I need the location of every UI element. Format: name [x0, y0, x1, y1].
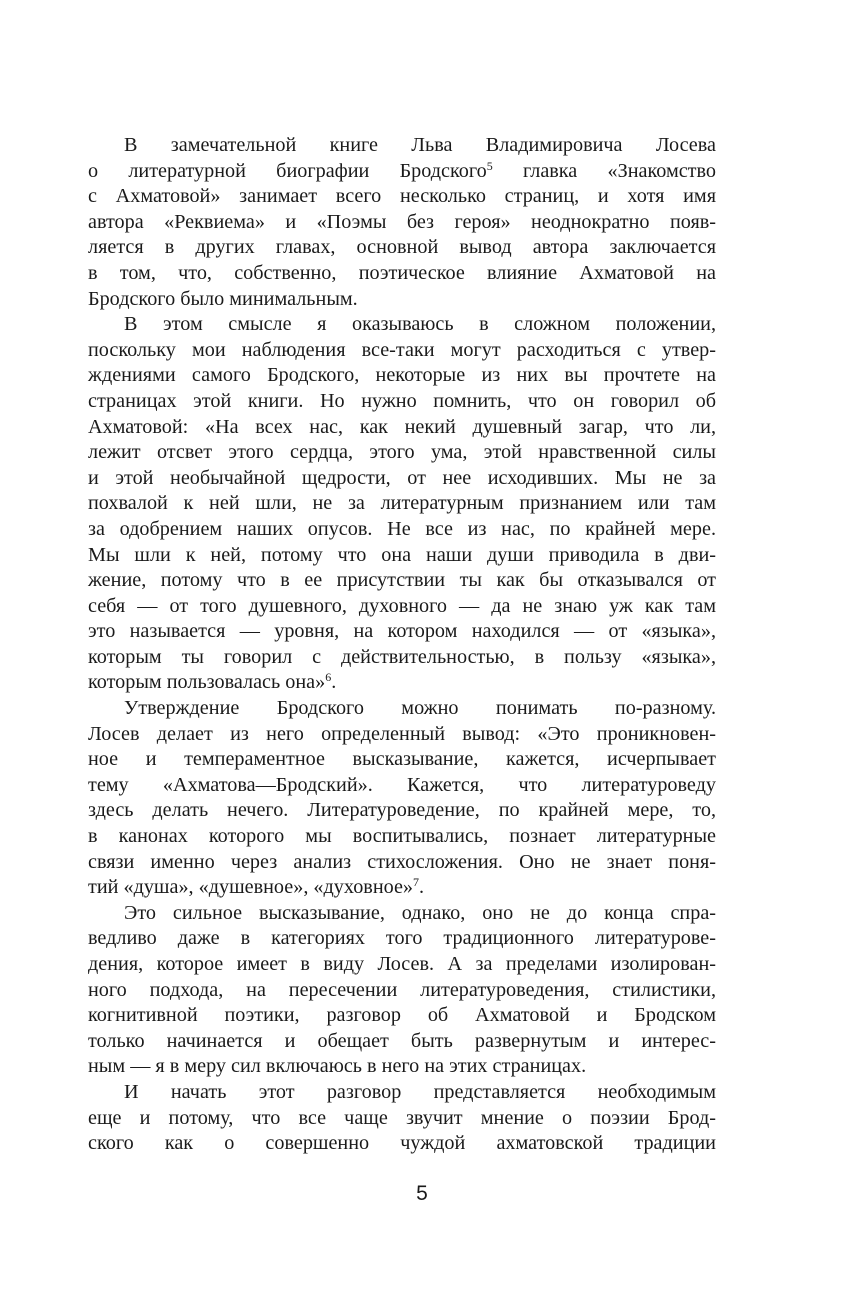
text-line: В замечательной книге Льва Владимировича Лосева [124, 134, 716, 156]
body-text [88, 133, 716, 1157]
text-line: за одобрением наших опусов. Не все из нас, по крайней мере. [88, 517, 716, 540]
text-line: похвалой к ней шли, не за литературным признанием или там [88, 492, 716, 515]
text-line: в том, что, собственно, поэтическое влияние Ахматовой на [88, 261, 716, 284]
text-fragment: тий «душа», «душевное», «духовное» [88, 876, 414, 899]
text-line-with-footnote [88, 670, 716, 696]
text-line: в канонах которого мы воспитывались, познает литературные [88, 825, 716, 848]
text-line: ного подхода, на пересечении литературоведения, стилистики, [88, 978, 716, 1001]
text-line: ляется в других главах, основной вывод автора заключается [88, 236, 716, 259]
text-line: и этой необычайной щедрости, от нее исходивших. Мы не за [88, 466, 716, 489]
text-line: И начать этот разговор представляется необходимым [124, 1080, 716, 1103]
text-line: с Ахматовой» занимает всего несколько страниц, и хотя имя [88, 185, 716, 208]
page-number: 5 [416, 1182, 428, 1205]
text-fragment: главка «Знакомство [492, 159, 716, 182]
text-line: Утверждение Бродского можно понимать по-разному. [124, 697, 716, 720]
text-fragment: . [331, 671, 337, 694]
text-line: Мы шли к ней, потому что она наши души приводила в дви- [88, 543, 716, 566]
text-line: ное и темпераментное высказывание, кажется, исчерпывает [88, 748, 716, 771]
text-line: связи именно через анализ стихосложения. Оно не знает поня- [88, 850, 716, 873]
text-line: Ахматовой: «На всех нас, как некий душевный загар, что ли, [88, 415, 716, 438]
text-line: Это сильное высказывание, однако, оно не до конца спра- [124, 901, 716, 924]
text-fragment: о литературной биографии Бродского [88, 159, 487, 182]
text-line: ского как о совершенно чуждой ахматовской традиции [88, 1132, 716, 1155]
text-line: когнитивной поэтики, разговор об Ахматовой и Бродском [88, 1004, 716, 1027]
text-fragment: . [419, 876, 425, 899]
paragraph-2 [88, 312, 716, 696]
text-line: только начинается и обещает быть развернутым и интерес- [88, 1029, 716, 1052]
footnote-marker: 7 [413, 875, 420, 890]
text-line: страницах этой книги. Но нужно помнить, что он говорил об [88, 389, 716, 412]
text-line: Лосев делает из него определенный вывод: «Это проникновен- [88, 722, 716, 745]
text-line: себя — от того душевного, духовного — да не знаю уж как там [88, 594, 716, 617]
text-line: дения, которое имеет в виду Лосев. А за пределами изолирован- [88, 953, 716, 975]
text-line-with-footnote [88, 159, 716, 185]
text-line: лежит отсвет этого сердца, этого ума, этой нравственной силы [88, 441, 716, 464]
text-line: тему «Ахматова—Бродский». Кажется, что литературоведу [88, 773, 716, 796]
text-line: которым ты говорил с действительностью, в пользу «языка», [88, 645, 716, 668]
text-line: автора «Реквиема» и «Поэмы без героя» неоднократно появ- [88, 210, 716, 233]
text-line: еще и потому, что все чаще звучит мнение о поэзии Брод- [88, 1106, 716, 1129]
paragraph-1 [88, 133, 716, 312]
text-fragment: которым пользовалась она» [88, 671, 326, 694]
paragraph-4 [88, 901, 716, 1080]
footnote-marker: 6 [325, 670, 332, 685]
paragraph-3 [88, 696, 716, 901]
text-line: ждениями самого Бродского, некоторые из них вы прочтете на [88, 364, 716, 387]
text-line: ведливо даже в категориях того традиционного литературове- [88, 927, 716, 950]
paragraph-5 [88, 1080, 716, 1157]
text-line: это называется — уровня, на котором находился — от «языка», [88, 620, 716, 643]
text-line: ным — я в меру сил включаюсь в него на этих страницах. [88, 1055, 587, 1078]
footnote-marker: 5 [486, 158, 493, 173]
text-line: поскольку мои наблюдения все-таки могут расходиться с утвер- [88, 338, 716, 361]
text-line: В этом смысле я оказываюсь в сложном положении, [124, 313, 716, 336]
text-line-with-footnote [88, 875, 716, 901]
text-line: здесь делать нечего. Литературоведение, по крайней мере, то, [88, 799, 716, 822]
text-line: жение, потому что в ее присутствии ты как бы отказывался от [88, 569, 716, 592]
text-line: Бродского было минимальным. [88, 287, 358, 310]
